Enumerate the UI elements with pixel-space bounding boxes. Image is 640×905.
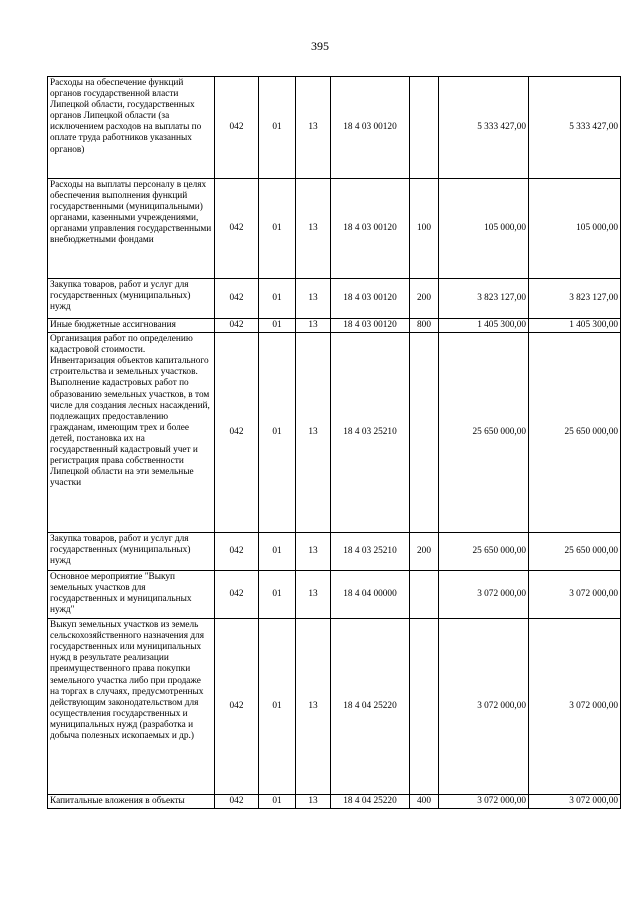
table-row bbox=[48, 319, 621, 333]
amount-2-cell: 5 333 427,00 bbox=[529, 77, 621, 179]
expense-type-cell: 200 bbox=[410, 533, 439, 571]
amount-1-cell: 3 072 000,00 bbox=[439, 619, 529, 795]
table-row bbox=[48, 179, 621, 279]
expense-type-cell: 800 bbox=[410, 319, 439, 333]
amount-1-cell: 5 333 427,00 bbox=[439, 77, 529, 179]
expense-type-cell: 100 bbox=[410, 179, 439, 279]
target-item-cell: 18 4 03 00120 bbox=[331, 77, 410, 179]
section-cell: 01 bbox=[259, 533, 296, 571]
table-row bbox=[48, 795, 621, 809]
row-name: Закупка товаров, работ и услуг для государственных (муниципальных) нужд bbox=[48, 279, 215, 319]
expense-type-cell bbox=[410, 77, 439, 179]
grbs-cell: 042 bbox=[215, 279, 259, 319]
amount-2-cell: 3 072 000,00 bbox=[529, 571, 621, 619]
subsection-cell: 13 bbox=[296, 179, 331, 279]
grbs-cell: 042 bbox=[215, 571, 259, 619]
amount-2-cell: 1 405 300,00 bbox=[529, 319, 621, 333]
amount-2-cell: 105 000,00 bbox=[529, 179, 621, 279]
expense-type-cell bbox=[410, 333, 439, 533]
target-item-cell: 18 4 04 00000 bbox=[331, 571, 410, 619]
amount-2-cell: 25 650 000,00 bbox=[529, 533, 621, 571]
row-name: Выкуп земельных участков из земель сельскохозяйственного назначения для государственных или муниципальных нужд в результате реализации преимущественного права покупки земельного участка либо при продаже на торгах в случаях, предусмотренных действующим законодательством для осуществления государственных и муниципальных нужд (разработка и добыча полезных ископаемых и др.) bbox=[48, 619, 215, 795]
section-cell: 01 bbox=[259, 795, 296, 809]
section-cell: 01 bbox=[259, 179, 296, 279]
subsection-cell: 13 bbox=[296, 279, 331, 319]
budget-table bbox=[47, 76, 621, 809]
table-row bbox=[48, 77, 621, 179]
section-cell: 01 bbox=[259, 619, 296, 795]
target-item-cell: 18 4 03 25210 bbox=[331, 333, 410, 533]
row-name: Основное мероприятие "Выкуп земельных участков для государственных и муниципальных нужд" bbox=[48, 571, 215, 619]
page-number: 395 bbox=[311, 39, 329, 53]
section-cell: 01 bbox=[259, 319, 296, 333]
target-item-cell: 18 4 03 25210 bbox=[331, 533, 410, 571]
section-cell: 01 bbox=[259, 571, 296, 619]
grbs-cell: 042 bbox=[215, 319, 259, 333]
grbs-cell: 042 bbox=[215, 77, 259, 179]
subsection-cell: 13 bbox=[296, 619, 331, 795]
grbs-cell: 042 bbox=[215, 533, 259, 571]
subsection-cell: 13 bbox=[296, 77, 331, 179]
target-item-cell: 18 4 04 25220 bbox=[331, 795, 410, 809]
amount-2-cell: 3 072 000,00 bbox=[529, 619, 621, 795]
amount-1-cell: 25 650 000,00 bbox=[439, 333, 529, 533]
grbs-cell: 042 bbox=[215, 795, 259, 809]
grbs-cell: 042 bbox=[215, 619, 259, 795]
amount-1-cell: 25 650 000,00 bbox=[439, 533, 529, 571]
expense-type-cell bbox=[410, 571, 439, 619]
section-cell: 01 bbox=[259, 333, 296, 533]
amount-2-cell: 3 072 000,00 bbox=[529, 795, 621, 809]
grbs-cell: 042 bbox=[215, 333, 259, 533]
grbs-cell: 042 bbox=[215, 179, 259, 279]
row-name: Закупка товаров, работ и услуг для государственных (муниципальных) нужд bbox=[48, 533, 215, 571]
target-item-cell: 18 4 03 00120 bbox=[331, 179, 410, 279]
table-row bbox=[48, 571, 621, 619]
amount-1-cell: 105 000,00 bbox=[439, 179, 529, 279]
row-name: Иные бюджетные ассигнования bbox=[48, 319, 215, 333]
table-row bbox=[48, 533, 621, 571]
amount-1-cell: 3 823 127,00 bbox=[439, 279, 529, 319]
row-name: Организация работ по определению кадастровой стоимости. Инвентаризация объектов капитального строительства и земельных участков. Выполнение кадастровых работ по образованию земельных участков, в том числе для создания лесных насаждений, подлежащих предоставлению гражданам, имеющим трех и более детей, постановка их на государственный кадастровый учет и регистрация права собственности Липецкой области на эти земельные участки bbox=[48, 333, 215, 533]
subsection-cell: 13 bbox=[296, 319, 331, 333]
section-cell: 01 bbox=[259, 77, 296, 179]
table-row bbox=[48, 333, 621, 533]
table-row bbox=[48, 619, 621, 795]
subsection-cell: 13 bbox=[296, 533, 331, 571]
target-item-cell: 18 4 03 00120 bbox=[331, 319, 410, 333]
subsection-cell: 13 bbox=[296, 333, 331, 533]
expense-type-cell bbox=[410, 619, 439, 795]
amount-1-cell: 3 072 000,00 bbox=[439, 571, 529, 619]
subsection-cell: 13 bbox=[296, 571, 331, 619]
subsection-cell: 13 bbox=[296, 795, 331, 809]
amount-2-cell: 25 650 000,00 bbox=[529, 333, 621, 533]
table-row bbox=[48, 279, 621, 319]
expense-type-cell: 200 bbox=[410, 279, 439, 319]
row-name: Расходы на выплаты персоналу в целях обеспечения выполнения функций государственными (муниципальными) органами, казенными учреждениями, органами управления государственными внебюджетными фондами bbox=[48, 179, 215, 279]
expense-type-cell: 400 bbox=[410, 795, 439, 809]
amount-1-cell: 3 072 000,00 bbox=[439, 795, 529, 809]
amount-1-cell: 1 405 300,00 bbox=[439, 319, 529, 333]
row-name: Капитальные вложения в объекты bbox=[48, 795, 215, 809]
target-item-cell: 18 4 03 00120 bbox=[331, 279, 410, 319]
section-cell: 01 bbox=[259, 279, 296, 319]
amount-2-cell: 3 823 127,00 bbox=[529, 279, 621, 319]
target-item-cell: 18 4 04 25220 bbox=[331, 619, 410, 795]
row-name: Расходы на обеспечение функций органов государственной власти Липецкой области, государственных органов Липецкой области (за исключением расходов на выплаты по оплате труда работников указанных органов) bbox=[48, 77, 215, 179]
